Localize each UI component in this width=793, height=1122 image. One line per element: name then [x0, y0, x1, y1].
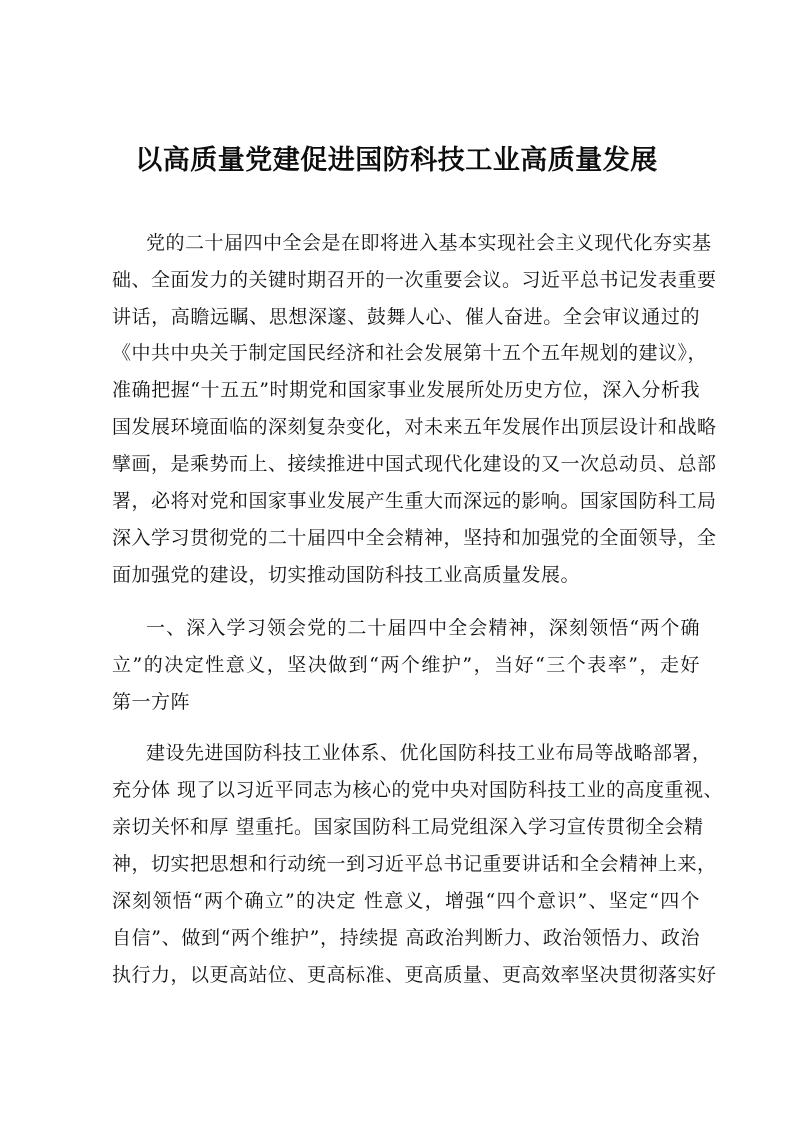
- paragraph-3-line-1: 建设先进国防科技工业体系、优化国防科技工业布局等战略部署，: [146, 742, 712, 764]
- paragraph-1-line-2: 础、全面发力的关键时期召开的一次重要会议。习近平总书记发表重要: [112, 269, 717, 291]
- paragraph-1-line-9: 深入学习贯彻党的二十届四中全会精神，坚持和加强党的全面领导，全: [112, 527, 717, 549]
- section-heading-line-1: 一、深入学习领会党的二十届四中全会精神，深刻领悟“两个确: [146, 617, 700, 639]
- paragraph-1-line-4: 《中共中央关于制定国民经济和社会发展第十五个五年规划的建议》，: [112, 342, 708, 364]
- section-heading-line-2: 立”的决定性意义，坚决做到“两个维护”，当好“三个表率”，走好: [112, 654, 700, 676]
- paragraph-1-line-3: 讲话，高瞻远瞩、思想深邃、鼓舞人心、催人奋进。全会审议通过的: [112, 306, 700, 328]
- paragraph-3-line-3: 亲切关怀和厚 望重托。国家国防科工局党组深入学习宣传贯彻全会精: [112, 816, 704, 838]
- paragraph-1-line-7: 擘画，是乘势而上、接续推进中国式现代化建设的又一次总动员、总部: [112, 453, 717, 475]
- paragraph-1-line-6: 国发展环境面临的深刻复杂变化，对未来五年发展作出顶层设计和战略: [112, 416, 717, 438]
- paragraph-3-line-6: 自信”、做到“两个维护”，持续提 高政治判断力、政治领悟力、政治: [112, 927, 700, 949]
- paragraph-1-line-10: 面加强党的建设，切实推动国防科技工业高质量发展。: [112, 564, 581, 586]
- paragraph-1-line-8: 署，必将对党和国家事业发展产生重大而深远的影响。国家国防科工局: [112, 490, 717, 512]
- paragraph-3-line-2: 充分体 现了以习近平同志为核心的党中央对国防科技工业的高度重视、: [112, 779, 724, 801]
- paragraph-3-line-5: 深刻领悟“两个确立”的决定 性意义，增强“四个意识”、坚定“四个: [112, 890, 700, 912]
- paragraph-1-line-1: 党的二十届四中全会是在即将进入基本实现社会主义现代化夯实基: [146, 232, 712, 254]
- paragraph-1-line-5: 准确把握“十五五”时期党和国家事业发展所处历史方位，深入分析我: [112, 379, 700, 401]
- paragraph-3-line-4: 神，切实把思想和行动统一到习近平总书记重要讲话和全会精神上来，: [112, 853, 717, 875]
- paragraph-3-line-7: 执行力，以更高站位、更高标准、更高质量、更高效率坚决贯彻落实好: [112, 964, 717, 986]
- section-heading-line-3: 第一方阵: [112, 691, 191, 713]
- document-title: 以高质量党建促进国防科技工业高质量发展: [135, 145, 658, 176]
